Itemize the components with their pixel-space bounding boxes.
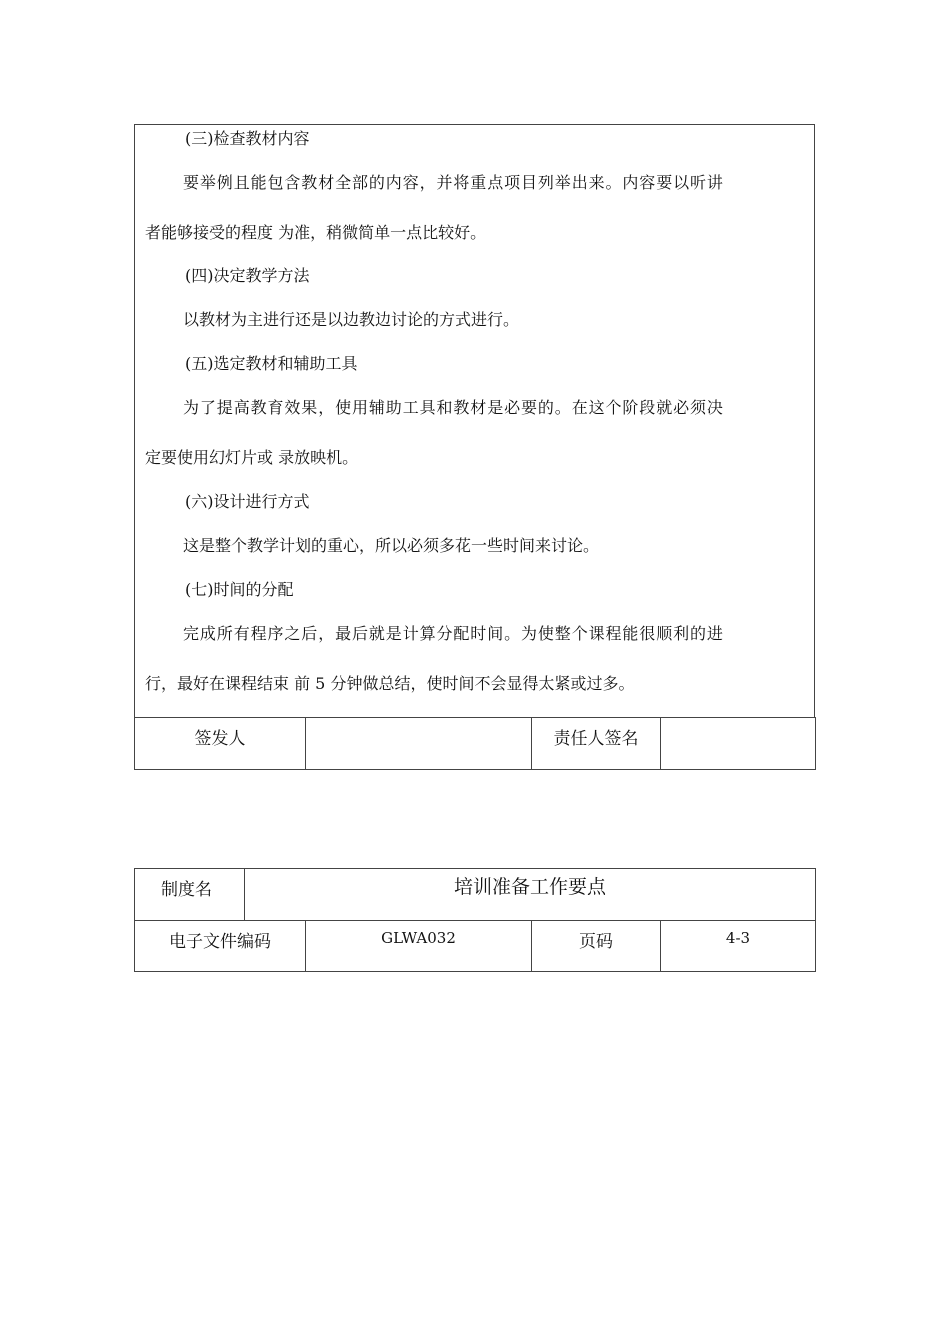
paragraph-line: 为了提高教育效果，使用辅助工具和教材是必要的。在这个阶段就必须决 bbox=[183, 398, 724, 417]
file-code-value: GLWA032 bbox=[381, 929, 456, 947]
issuer-label: 签发人 bbox=[194, 729, 246, 749]
heading-6: (六)设计进行方式 bbox=[185, 492, 310, 511]
page-label: 页码 bbox=[579, 932, 613, 952]
page-label-cell bbox=[532, 921, 661, 972]
heading-4: (四)决定教学方法 bbox=[185, 266, 310, 285]
paragraph-line: 完成所有程序之后，最后就是计算分配时间。为使整个课程能很顺利的进 bbox=[183, 624, 724, 643]
system-name-label-cell bbox=[135, 869, 245, 921]
file-code-label-cell bbox=[135, 921, 306, 972]
responsible-signature-field[interactable] bbox=[661, 718, 816, 770]
issuer-value bbox=[306, 718, 531, 724]
file-code-label: 电子文件编码 bbox=[169, 932, 271, 952]
paragraph-line: 这是整个教学计划的重心，所以必须多花一些时间来讨论。 bbox=[183, 536, 600, 555]
heading-3: (三)检查教材内容 bbox=[185, 129, 310, 148]
content-box bbox=[134, 124, 815, 718]
responsible-label: 责任人签名 bbox=[553, 729, 639, 749]
system-name-value: 培训准备工作要点 bbox=[454, 876, 607, 898]
responsible-value bbox=[661, 718, 815, 724]
file-code-value-cell bbox=[306, 921, 532, 972]
paragraph-line: 行，最好在课程结束 前 5 分钟做总结，使时间不会显得太紧或过多。 bbox=[145, 674, 635, 693]
document-meta-table bbox=[134, 868, 816, 972]
paragraph-line: 定要使用幻灯片或 录放映机。 bbox=[145, 448, 359, 467]
page-value-cell bbox=[661, 921, 816, 972]
page-value: 4-3 bbox=[725, 929, 751, 947]
responsible-label-cell bbox=[532, 718, 661, 770]
heading-7: (七)时间的分配 bbox=[185, 580, 294, 599]
issuer-signature-field[interactable] bbox=[306, 718, 532, 770]
system-name-label: 制度名 bbox=[161, 880, 212, 900]
paragraph-line: 以教材为主进行还是以边教边讨论的方式进行。 bbox=[183, 310, 520, 329]
signature-table bbox=[134, 717, 816, 770]
heading-5: (五)选定教材和辅助工具 bbox=[185, 354, 358, 373]
system-name-value-cell bbox=[245, 869, 816, 921]
issuer-label-cell bbox=[135, 718, 306, 770]
paragraph-line: 者能够接受的程度 为准，稍微简单一点比较好。 bbox=[145, 223, 487, 242]
paragraph-line: 要举例且能包含教材全部的内容，并将重点项目列举出来。内容要以听讲 bbox=[183, 173, 724, 192]
